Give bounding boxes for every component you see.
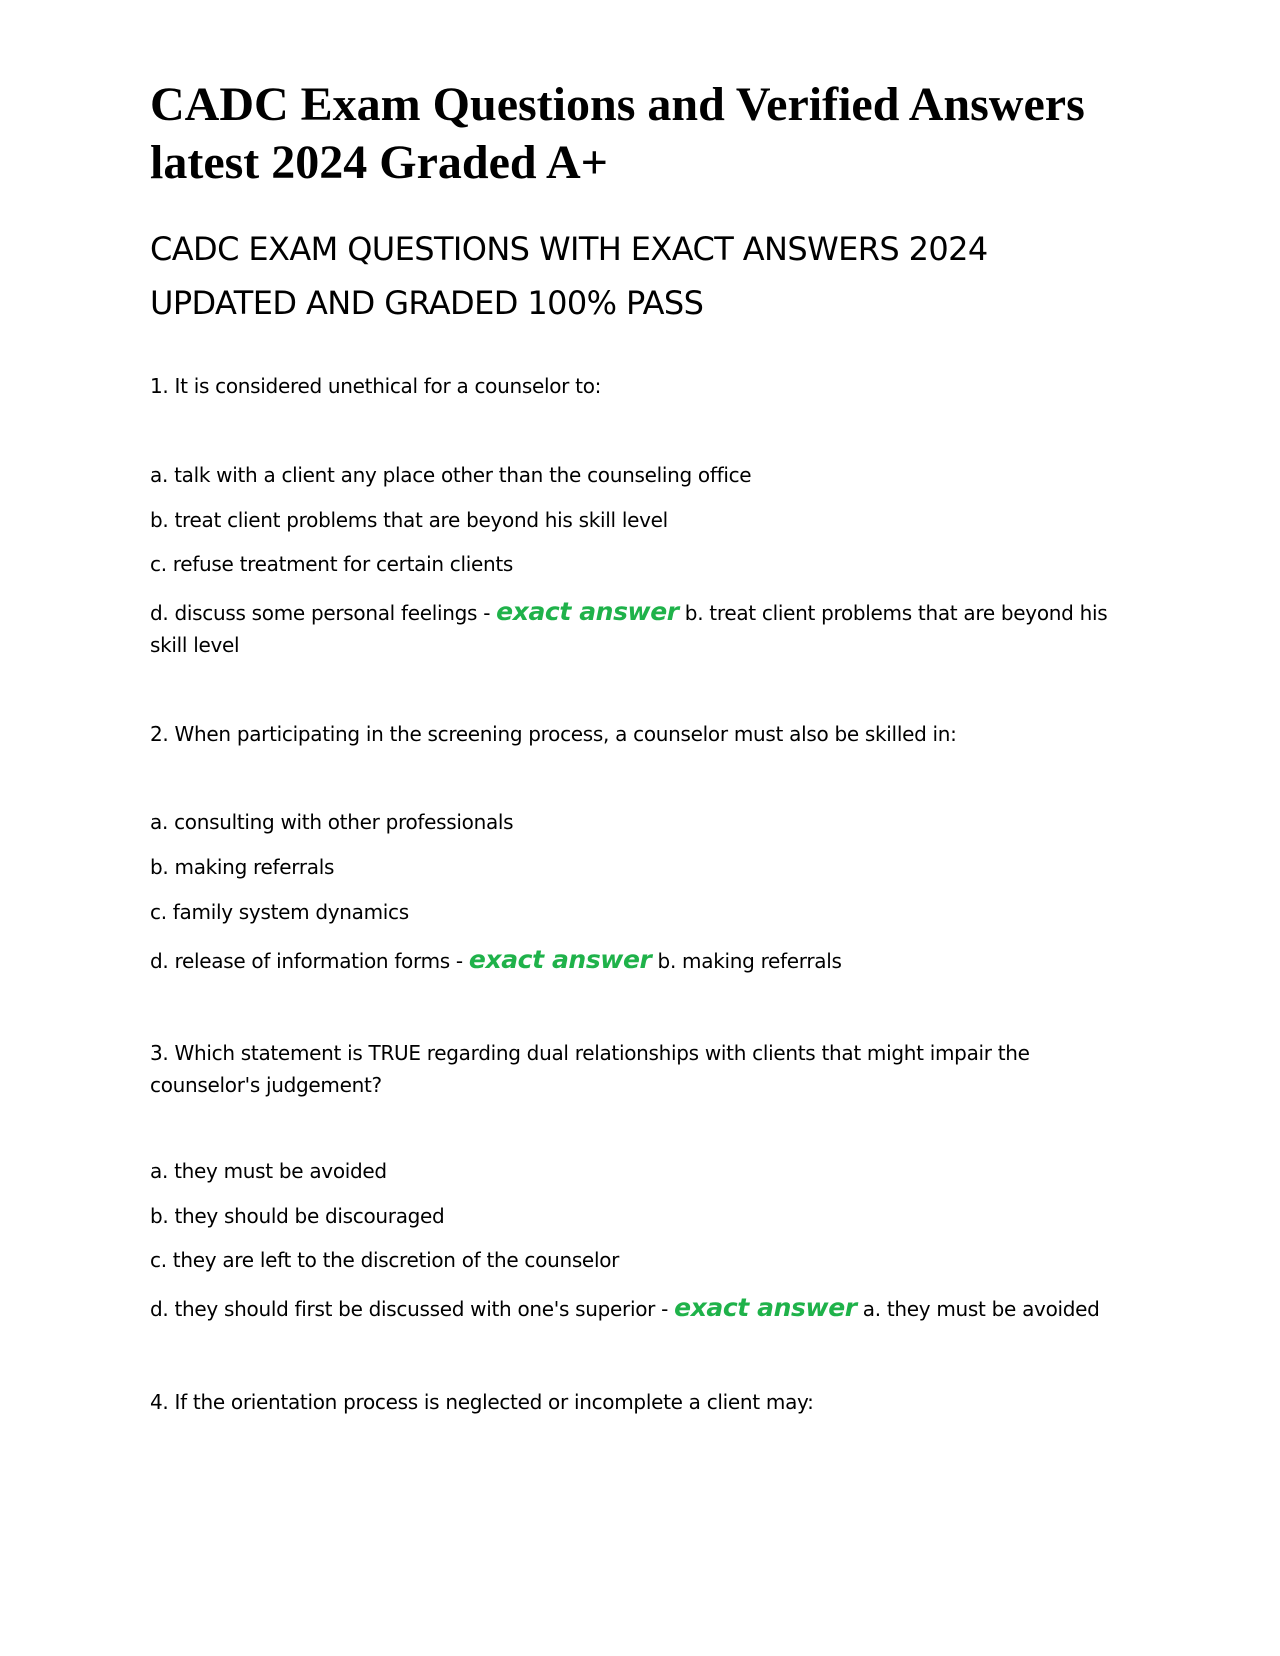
question-2-option-d-text: d. release of information forms -	[150, 949, 463, 973]
question-1-answer: b. treat client problems that are beyond his skill level	[150, 601, 1108, 657]
question-3-option-b: b. they should be discouraged	[150, 1204, 445, 1228]
exact-answer-label: exact answer	[496, 597, 679, 626]
question-2-option-b: b. making referrals	[150, 855, 335, 879]
question-1-option-b: b. treat client problems that are beyond his skill level	[150, 508, 668, 532]
question-2-option-d	[150, 944, 1130, 977]
question-3-answer: a. they must be avoided	[862, 1297, 1100, 1321]
exact-answer-label: exact answer	[674, 1293, 857, 1322]
question-2-option-c: c. family system dynamics	[150, 900, 409, 924]
document-title: CADC Exam Questions and Verified Answers latest 2024 Graded A+	[150, 78, 1085, 189]
question-3-text: 3. Which statement is TRUE regarding dual relationships with clients that might impair the counselor's judgement?	[150, 1041, 1030, 1097]
question-1-option-d-text: d. discuss some personal feelings -	[150, 601, 491, 625]
question-3-option-c: c. they are left to the discretion of the counselor	[150, 1248, 620, 1272]
question-1-text: 1. It is considered unethical for a counselor to:	[150, 374, 602, 398]
question-1-option-c: c. refuse treatment for certain clients	[150, 552, 514, 576]
question-3-option-d-text: d. they should first be discussed with one's superior -	[150, 1297, 669, 1321]
exact-answer-label: exact answer	[468, 945, 652, 974]
question-1-option-d	[150, 596, 1130, 661]
document-subtitle: CADC EXAM QUESTIONS WITH EXACT ANSWERS 2024 UPDATED AND GRADED 100% PASS	[150, 230, 988, 322]
question-2-answer: b. making referrals	[657, 949, 842, 973]
question-3-option-a: a. they must be avoided	[150, 1159, 387, 1183]
question-2-option-a: a. consulting with other professionals	[150, 810, 514, 834]
question-4-text: 4. If the orientation process is neglected or incomplete a client may:	[150, 1390, 814, 1414]
question-2-text: 2. When participating in the screening process, a counselor must also be skilled in:	[150, 722, 957, 746]
question-1-option-a: a. talk with a client any place other than the counseling office	[150, 463, 752, 487]
question-3-option-d	[150, 1292, 1130, 1325]
